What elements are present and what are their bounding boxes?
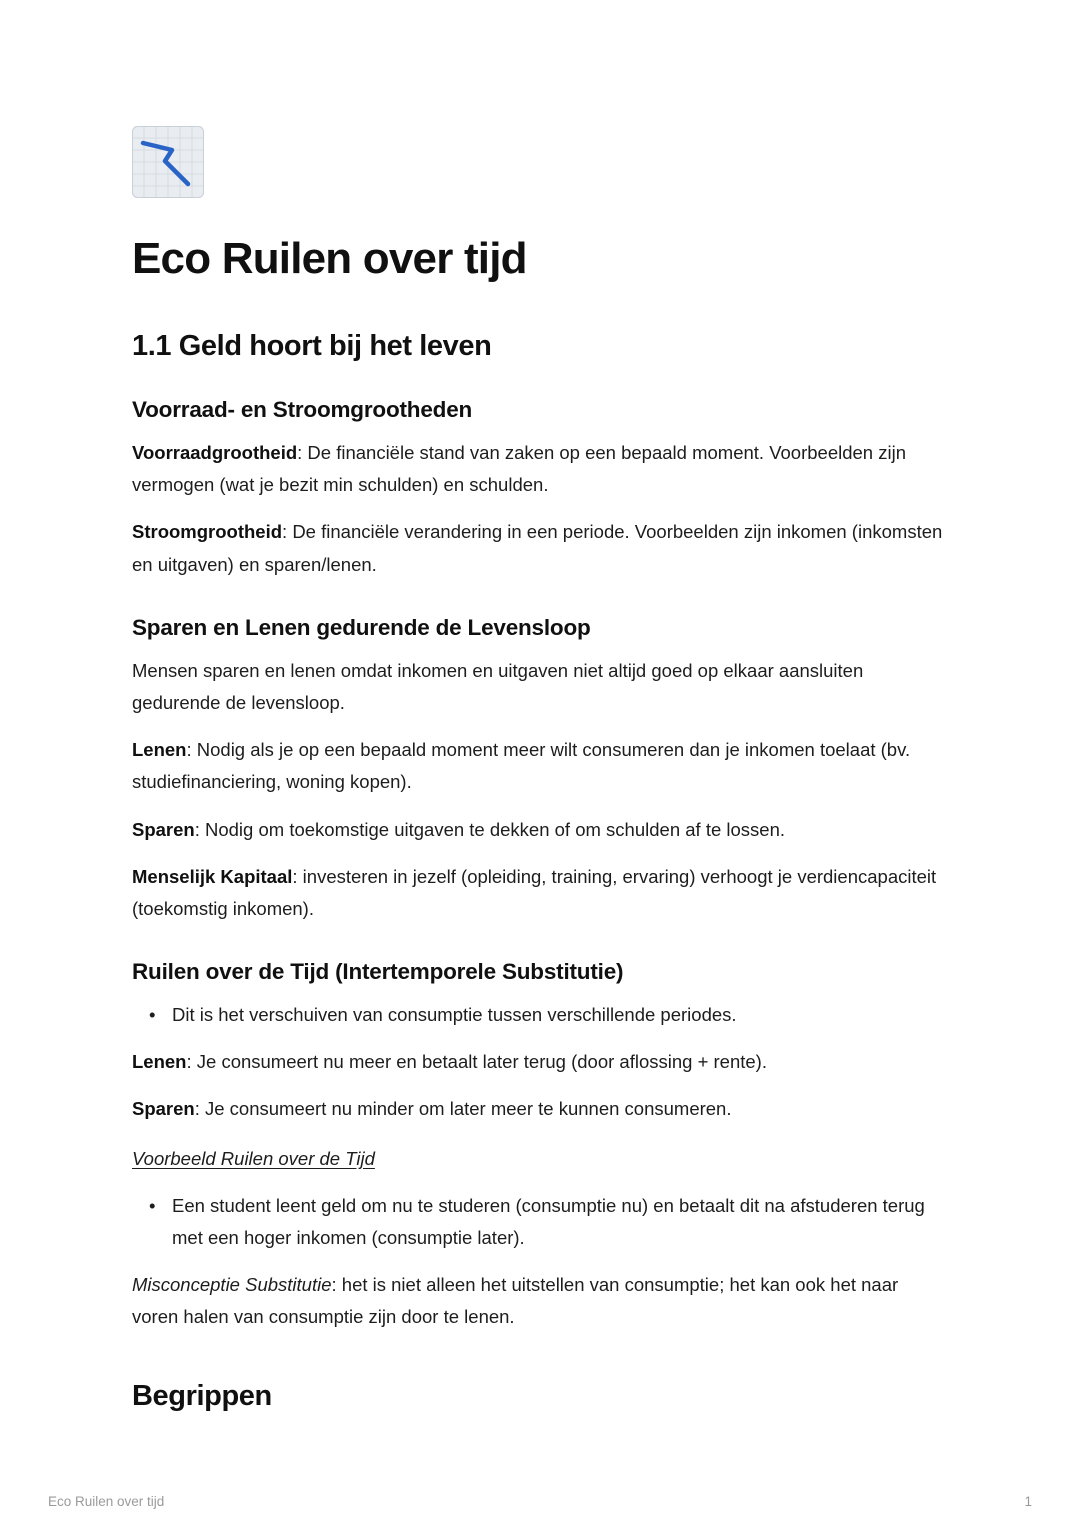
page-title: Eco Ruilen over tijd — [132, 234, 527, 283]
paragraph-misconceptie — [132, 1269, 948, 1333]
text-stroomgrootheid: : De financiële verandering in een periode. Voorbeelden zijn inkomen (inkomsten en uitgaven) en sparen/lenen. — [132, 521, 943, 575]
footer-page-number: 1 — [1024, 1494, 1032, 1509]
paragraph-lenen — [132, 734, 948, 798]
page-footer — [0, 1494, 1080, 1509]
text-ruilen-sparen: : Je consumeert nu minder om later meer te kunnen consumeren. — [194, 1098, 732, 1120]
line-chart-icon — [132, 126, 204, 198]
footer-document-title: Eco Ruilen over tijd — [48, 1494, 165, 1509]
heading-sparen-en-lenen-levensloop: Sparen en Lenen gedurende de Levensloop — [132, 614, 591, 640]
bullet-list-voorbeeld — [132, 1190, 948, 1254]
paragraph-stroomgrootheid — [132, 516, 948, 580]
text-lenen: : Nodig als je op een bepaald moment meer wilt consumeren dan je inkomen toelaat (bv. studiefinanciering, woning kopen). — [132, 739, 911, 793]
paragraph-menselijk-kapitaal — [132, 861, 948, 925]
paragraph-levensloop-intro: Mensen sparen en lenen omdat inkomen en uitgaven niet altijd goed op elkaar aansluiten gedurende de levensloop. — [132, 659, 864, 713]
list-item: • Dit is het verschuiven van consumptie tussen verschillende periodes. — [132, 999, 948, 1031]
term-lenen: Lenen — [132, 739, 187, 761]
list-item: • Een student leent geld om nu te studeren (consumptie nu) en betaalt dit na afstuderen terug met een hoger inkomen (consumptie later). — [132, 1190, 948, 1254]
term-misconceptie-substitutie: Misconceptie Substitutie — [132, 1274, 332, 1296]
text-voorraadgrootheid: : De financiële stand van zaken op een bepaald moment. Voorbeelden zijn vermogen (wat je bezit min schulden) en schulden. — [132, 442, 906, 496]
bullet-list-ruilen — [132, 999, 948, 1031]
text-ruilen-lenen: : Je consumeert nu meer en betaalt later terug (door aflossing + rente). — [186, 1051, 767, 1073]
term-stroomgrootheid: Stroomgrootheid — [132, 521, 283, 543]
term-menselijk-kapitaal: Menselijk Kapitaal — [132, 865, 293, 887]
term-voorraadgrootheid: Voorraadgrootheid — [132, 442, 298, 463]
term-ruilen-sparen: Sparen — [132, 1098, 195, 1120]
text-sparen: : Nodig om toekomstige uitgaven te dekken of om schulden af te lossen. — [194, 818, 786, 840]
paragraph-voorraadgrootheid — [132, 437, 948, 501]
heading-geld-hoort-bij-het-leven: 1.1 Geld hoort bij het leven — [132, 330, 492, 362]
term-sparen: Sparen — [132, 818, 195, 840]
heading-begrippen: Begrippen — [132, 1379, 272, 1412]
term-ruilen-lenen: Lenen — [132, 1051, 187, 1073]
paragraph-ruilen-lenen — [132, 1046, 948, 1078]
text-misconceptie-substitutie: : het is niet alleen het uitstellen van consumptie; het kan ook het naar voren halen van consumptie zijn door te lenen. — [132, 1274, 899, 1328]
paragraph-ruilen-sparen — [132, 1093, 948, 1125]
paragraph-sparen — [132, 814, 948, 846]
heading-voorraad-en-stroomgrootheden: Voorraad- en Stroomgrootheden — [132, 397, 473, 422]
heading-ruilen-over-de-tijd: Ruilen over de Tijd (Intertemporele Substitutie) — [132, 959, 624, 985]
text-menselijk-kapitaal: : investeren in jezelf (opleiding, training, ervaring) verhoogt je verdiencapaciteit (toekomstig inkomen). — [132, 865, 937, 919]
heading-voorbeeld-ruilen: Voorbeeld Ruilen over de Tijd — [132, 1147, 375, 1169]
